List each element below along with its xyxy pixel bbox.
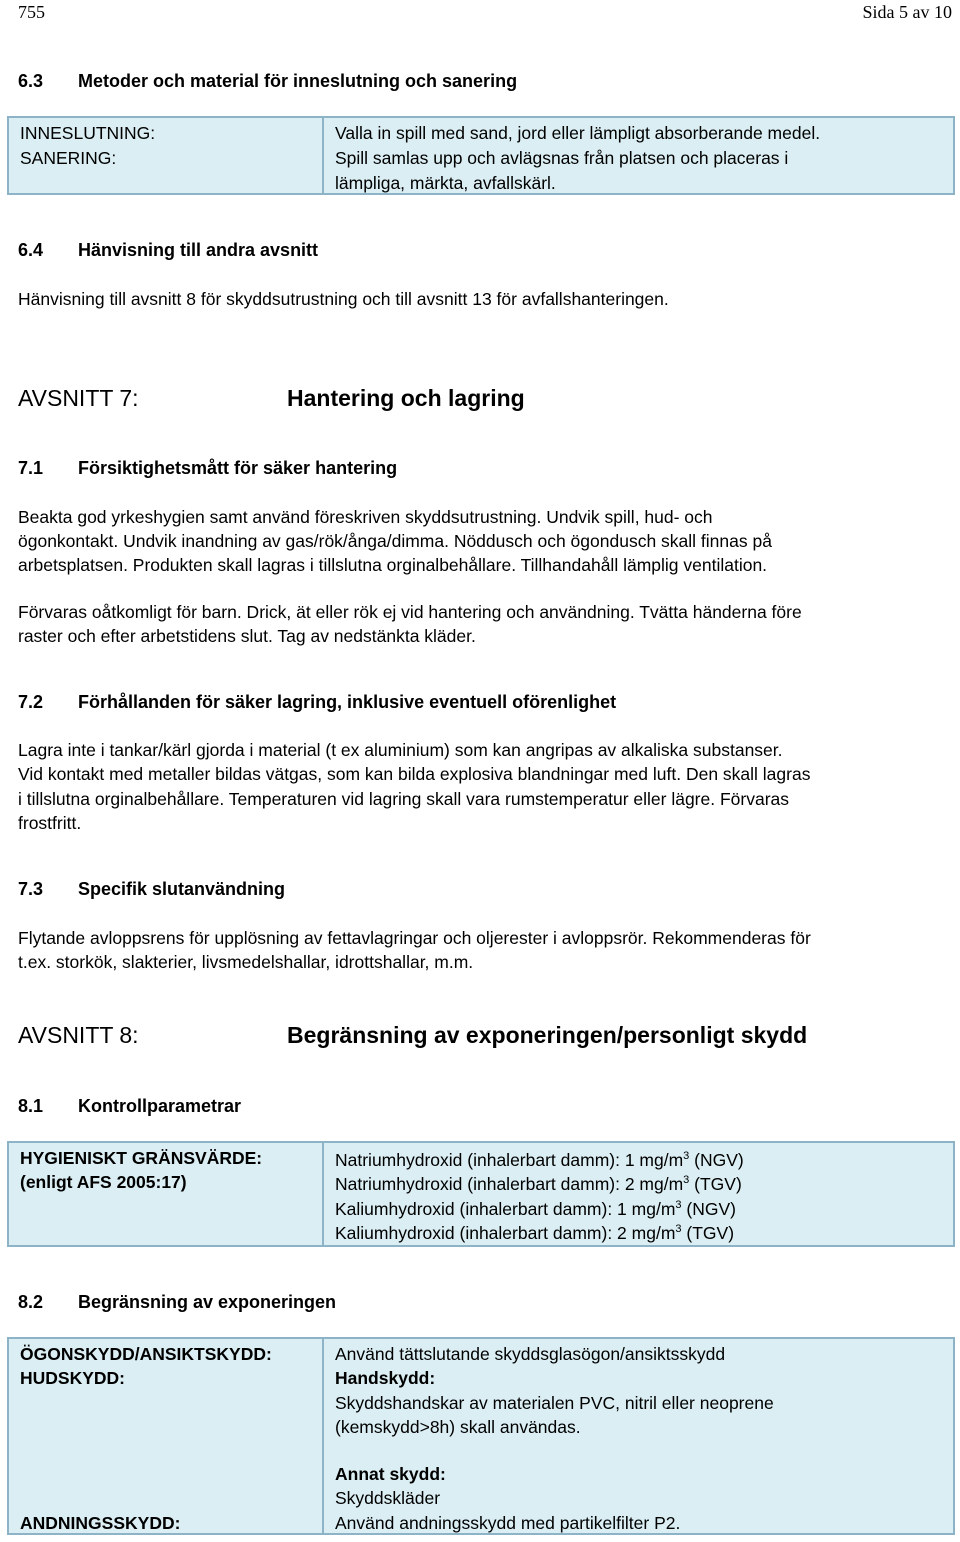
limit-value: Kaliumhydroxid (inhalerbart damm): 1 $mg/m^3$ (NGV) <box>335 1199 736 1219</box>
containment-table <box>7 116 955 195</box>
hand-protection-heading: Handskydd: <box>335 1368 436 1388</box>
section-heading: Kontrollparametrar <box>78 1096 242 1116</box>
section-heading: Förhållanden för säker lagring, inklusive eventuell oförenlighet <box>78 692 617 712</box>
table-divider <box>322 1143 324 1245</box>
respiratory-protection-label: ANDNINGSSKYDD: <box>20 1513 181 1533</box>
skin-protection-label: HUDSKYDD: <box>20 1368 125 1388</box>
paragraph-line: frostfritt. <box>18 813 82 833</box>
paragraph-line: Beakta god yrkeshygien samt använd föreskriven skyddsutrustning. Undvik spill, hud- och <box>18 507 713 527</box>
limit-value: Natriumhydroxid (inhalerbart damm): 1 $mg/m^3$ (NGV) <box>335 1150 744 1170</box>
section-heading: Försiktighetsmått för säker hantering <box>78 458 398 478</box>
section-title: Begränsning av exponeringen/personligt skydd <box>287 1022 808 1048</box>
cleanup-text-line2: lämpliga, märkta, avfallskärl. <box>335 173 556 193</box>
other-protection-heading: Annat skydd: <box>335 1464 446 1484</box>
section-number: 7.2 <box>18 692 44 712</box>
section-number: 8.1 <box>18 1096 44 1116</box>
paragraph-line: i tillslutna orginalbehållare. Temperaturen vid lagring skall vara rumstemperatur eller lägre. Förvaras <box>18 789 789 809</box>
paragraph-line: t.ex. storkök, slakterier, livsmedelshallar, idrottshallar, m.m. <box>18 952 474 972</box>
respiratory-protection-value: Använd andningsskydd med partikelfilter P2. <box>335 1513 681 1533</box>
section-heading: Specifik slutanvändning <box>78 879 286 899</box>
paragraph-line: Lagra inte i tankar/kärl gjorda i material (t ex aluminium) som kan angripas av alkaliska substanser. <box>18 740 783 760</box>
containment-label: INNESLUTNING: <box>20 123 156 143</box>
page-indicator: Sida 5 av 10 <box>862 2 952 22</box>
cleanup-text-line1: Spill samlas upp och avlägsnas från platsen och placeras i <box>335 148 789 168</box>
section-number: 8.2 <box>18 1292 44 1312</box>
paragraph-line: Vid kontakt med metaller bildas vätgas, som kan bilda explosiva blandningar med luft. Den skall lagras <box>18 764 811 784</box>
paragraph: Hänvisning till avsnitt 8 för skyddsutrustning och till avsnitt 13 för avfallshanteringen. <box>18 289 669 309</box>
hand-protection-text: Skyddshandskar av materialen PVC, nitril eller neoprene <box>335 1393 774 1413</box>
document-number: 755 <box>18 2 45 22</box>
section-heading: Metoder och material för inneslutning och sanering <box>78 71 518 91</box>
paragraph-line: Förvaras oåtkomligt för barn. Drick, ät eller rök ej vid hantering och användning. Tvätta händerna före <box>18 602 802 622</box>
containment-text: Valla in spill med sand, jord eller lämpligt absorberande medel. <box>335 123 821 143</box>
paragraph-line: ögonkontakt. Undvik inandning av gas/rök/ånga/dimma. Nöddusch och ögondusch skall finnas på <box>18 531 772 551</box>
table-divider <box>322 118 324 193</box>
protection-table <box>7 1337 955 1535</box>
limit-reference: (enligt AFS 2005:17) <box>20 1172 187 1192</box>
section-heading: Begränsning av exponeringen <box>78 1292 337 1312</box>
section-number: 7.3 <box>18 879 44 899</box>
eye-protection-value: Använd tättslutande skyddsglasögon/ansiktsskydd <box>335 1344 726 1364</box>
cleanup-label: SANERING: <box>20 148 117 168</box>
paragraph-line: raster och efter arbetstidens slut. Tag av nedstänkta kläder. <box>18 626 476 646</box>
paragraph-line: arbetsplatsen. Produkten skall lagras i tillslutna orginalbehållare. Tillhandahåll lämplig ventilation. <box>18 555 768 575</box>
limit-value: Natriumhydroxid (inhalerbart damm): 2 $mg/m^3$ (TGV) <box>335 1174 742 1194</box>
paragraph-line: Flytande avloppsrens för upplösning av fettavlagringar och oljerester i avloppsrör. Rekommenderas för <box>18 928 811 948</box>
eye-protection-label: ÖGONSKYDD/ANSIKTSKYDD: <box>20 1344 272 1364</box>
section-number: 6.4 <box>18 240 44 260</box>
exposure-limits-table <box>7 1141 955 1247</box>
other-protection-text: Skyddskläder <box>335 1488 441 1508</box>
section-title: Hantering och lagring <box>287 385 525 411</box>
section-heading: Hänvisning till andra avsnitt <box>78 240 319 260</box>
section-label: AVSNITT 8: <box>18 1022 139 1048</box>
section-label: AVSNITT 7: <box>18 385 139 411</box>
limit-value: Kaliumhydroxid (inhalerbart damm): 2 $mg/m^3$ (TGV) <box>335 1223 735 1243</box>
limit-label: HYGIENISKT GRÄNSVÄRDE: <box>20 1148 263 1168</box>
section-number: 6.3 <box>18 71 44 91</box>
hand-protection-text: (kemskydd>8h) skall användas. <box>335 1417 581 1437</box>
section-number: 7.1 <box>18 458 44 478</box>
table-divider <box>322 1339 324 1533</box>
